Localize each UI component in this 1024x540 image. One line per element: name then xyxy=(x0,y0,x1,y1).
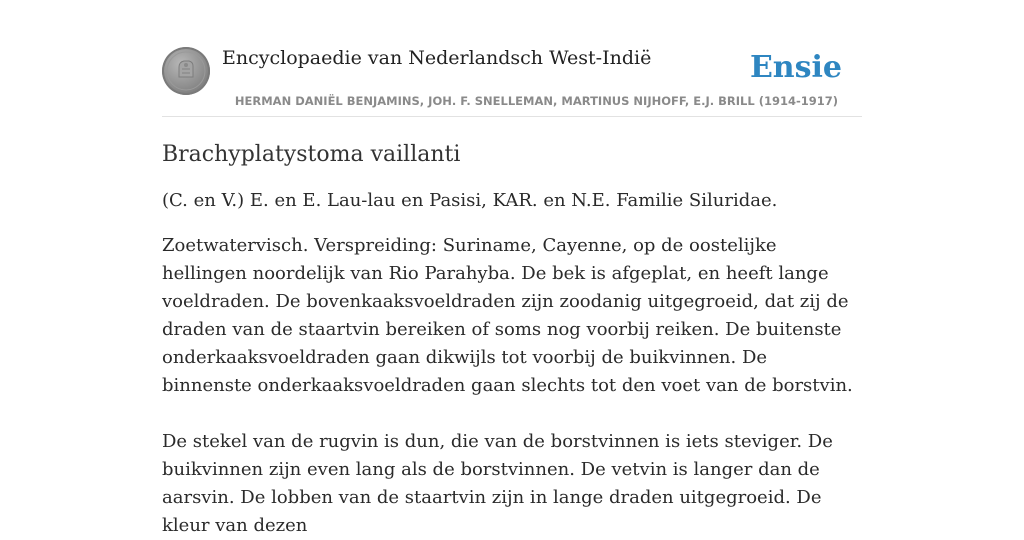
site-header xyxy=(162,40,862,117)
article-title: Brachyplatystoma vaillanti xyxy=(162,142,461,167)
brand-logo[interactable]: Ensie xyxy=(749,50,842,85)
article-paragraph: Zoetwatervisch. Verspreiding: Suriname, Cayenne, op de oostelijke hellingen noordelijk van Rio Parahyba. De bek is afgeplat, en heeft lange voeldraden. De bovenkaaksvoeldraden zijn zoodanig uitgegroeid, dat zij de draden van de staartvin bereiken of soms nog voorbij reiken. De buitenste onderkaaksvoeldraden gaan dikwijls tot voorbij de buikvinnen. De binnenste onderkaaksvoeldraden gaan slechts tot den voet van de borstvin. xyxy=(162,235,853,396)
coin-seal-icon[interactable] xyxy=(162,47,210,95)
authors-credit: HERMAN DANIËL BENJAMINS, JOH. F. SNELLEMAN, MARTINUS NIJHOFF, E.J. BRILL (1914-1917) xyxy=(234,94,838,108)
article-content xyxy=(162,140,862,540)
coin-seal-emblem xyxy=(162,47,210,95)
article-paragraph: De stekel van de rugvin is dun, die van de borstvinnen is iets steviger. De buikvinnen zijn even lang als de borstvinnen. De vetvin is langer dan de aarsvin. De lobben van de staartvin zijn in lange draden uitgegroeid. De kleur van dezen xyxy=(162,431,833,536)
article-subtitle: (C. en V.) E. en E. Lau-lau en Pasisi, KAR. en N.E. Familie Siluridae. xyxy=(162,190,778,211)
site-title[interactable]: Encyclopaedie van Nederlandsch West-Indië xyxy=(222,47,652,69)
